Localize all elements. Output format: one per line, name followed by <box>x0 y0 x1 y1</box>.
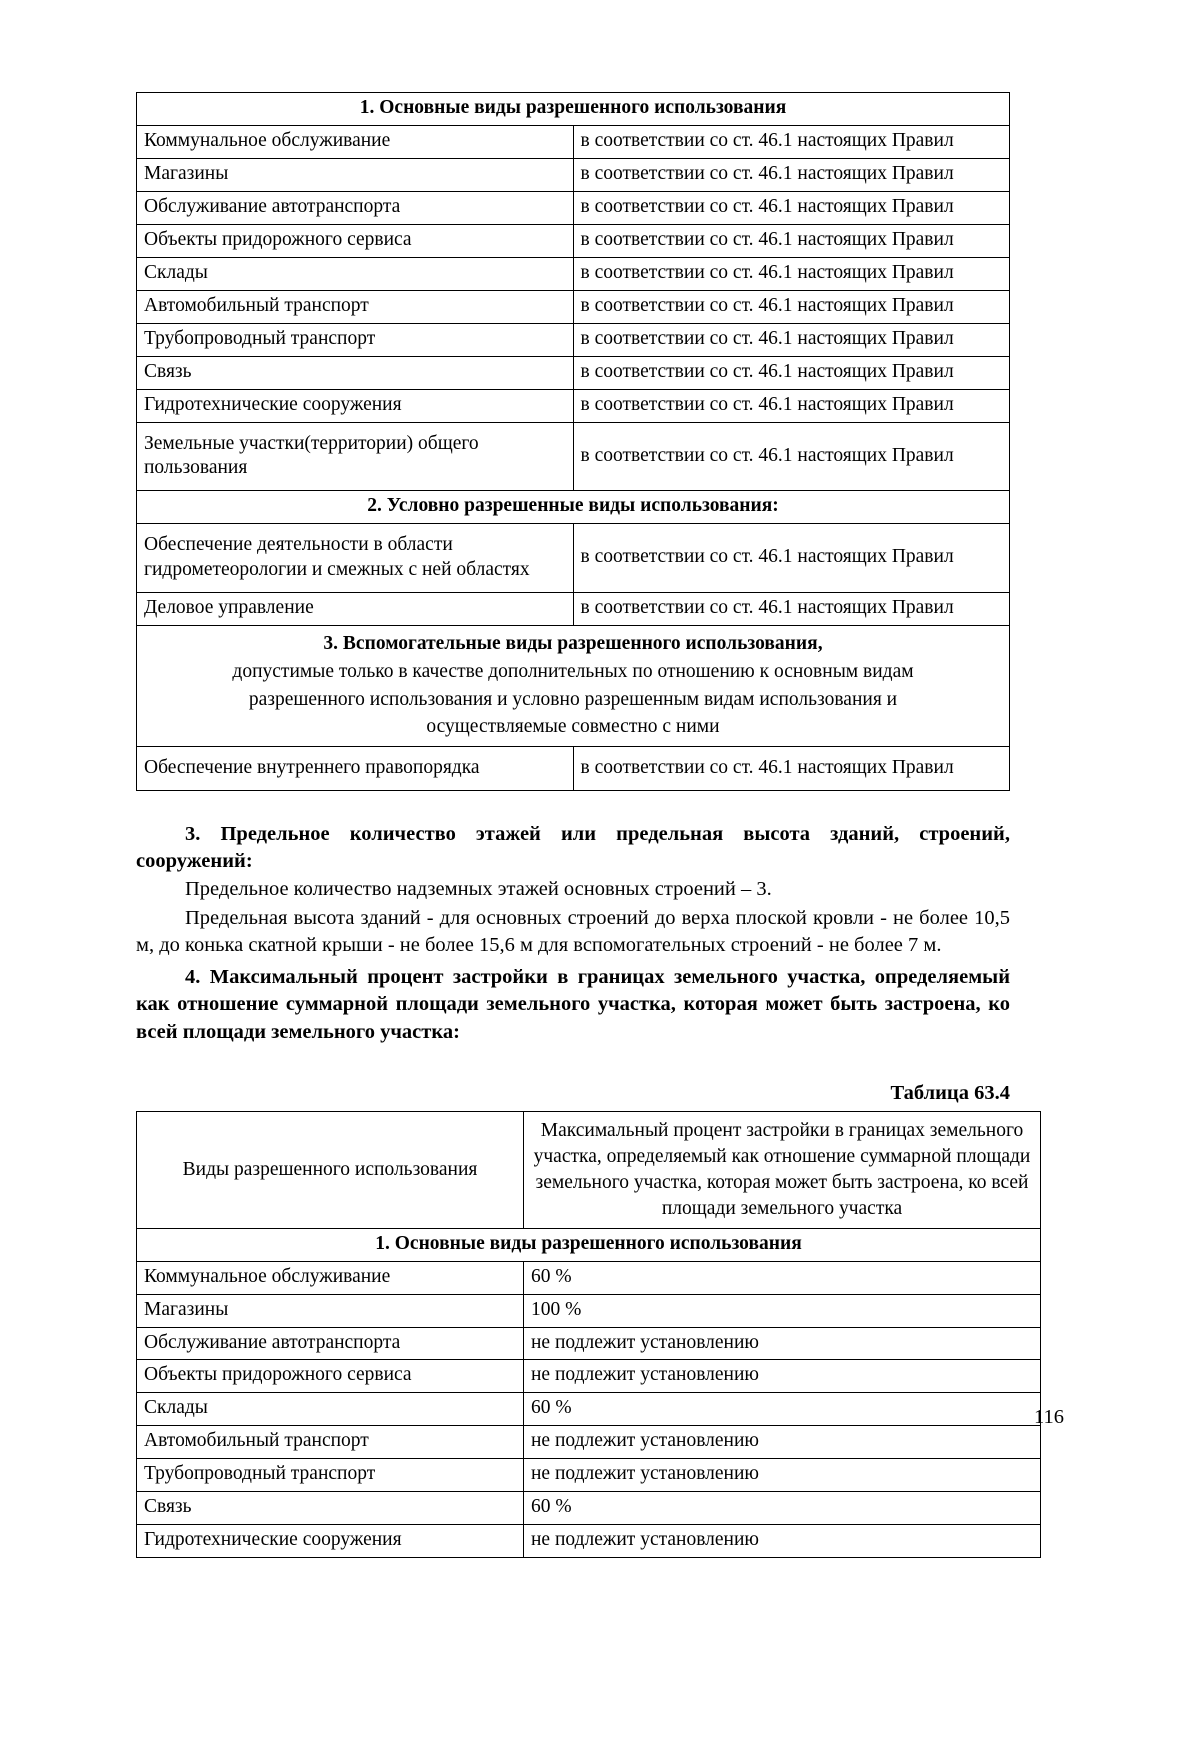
table-row <box>137 356 1010 389</box>
use-type-value: в соответствии со ст. 46.1 настоящих Правил <box>573 524 1010 593</box>
use-type-name: Гидротехнические сооружения <box>137 389 574 422</box>
heading-paragraph-4: 4. Максимальный процент застройки в границах земельного участка, определяемый как отношение суммарной площади земельного участка, которая может быть застроена, ко всей площади земельного участка: <box>136 966 1010 1043</box>
use-type-value: в соответствии со ст. 46.1 настоящих Правил <box>573 290 1010 323</box>
table-row <box>137 422 1010 491</box>
table-row <box>137 1261 1041 1294</box>
use-type-value: в соответствии со ст. 46.1 настоящих Правил <box>573 356 1010 389</box>
page-content <box>136 92 1031 1558</box>
section3-title-line1: 3. Вспомогательные виды разрешенного использования, <box>323 633 823 655</box>
use-type-name: Обеспечение деятельности в области гидрометеорологии и смежных с ней областях <box>137 524 574 593</box>
table-label: Таблица 63.4 <box>890 1081 1010 1104</box>
section3-title-line2: допустимые только в качестве дополнительных по отношению к основным видам <box>232 660 914 682</box>
use-type-name: Коммунальное обслуживание <box>137 125 574 158</box>
use-type-value: в соответствии со ст. 46.1 настоящих Правил <box>573 747 1010 791</box>
use-type-value: в соответствии со ст. 46.1 настоящих Правил <box>573 257 1010 290</box>
use-type-name: Трубопроводный транспорт <box>137 1459 524 1492</box>
table-row <box>137 524 1010 593</box>
table-row <box>137 1360 1041 1393</box>
coverage-value: 60 % <box>524 1393 1041 1426</box>
permitted-use-table <box>136 92 1010 791</box>
use-type-name: Гидротехнические сооружения <box>137 1525 524 1558</box>
use-type-name: Земельные участки(территории) общего пользования <box>137 422 574 491</box>
column-header-max-percent: Максимальный процент застройки в границах земельного участка, определяемый как отношение суммарной площади земельного участка, которая может быть застроена, ко всей площади земельного участка <box>524 1111 1041 1228</box>
heading-paragraph-3: 3. Предельное количество этажей или предельная высота зданий, строений, сооружений: <box>136 822 1010 873</box>
coverage-value: не подлежит установлению <box>524 1426 1041 1459</box>
coverage-value: не подлежит установлению <box>524 1525 1041 1558</box>
table-row <box>137 747 1010 791</box>
use-type-value: в соответствии со ст. 46.1 настоящих Правил <box>573 593 1010 626</box>
table-row-section-header <box>137 93 1010 126</box>
table-header-row <box>137 1111 1041 1228</box>
coverage-value: 60 % <box>524 1261 1041 1294</box>
use-type-name: Объекты придорожного сервиса <box>137 1360 524 1393</box>
use-type-value: в соответствии со ст. 46.1 настоящих Правил <box>573 389 1010 422</box>
coverage-value: не подлежит установлению <box>524 1327 1041 1360</box>
section1-title: 1. Основные виды разрешенного использования <box>137 93 1010 126</box>
use-type-value: в соответствии со ст. 46.1 настоящих Правил <box>573 191 1010 224</box>
use-type-name: Магазины <box>137 1294 524 1327</box>
use-type-name: Автомобильный транспорт <box>137 290 574 323</box>
table-row-section-header <box>137 491 1010 524</box>
table-row <box>137 1393 1041 1426</box>
table-row <box>137 257 1010 290</box>
use-type-name: Трубопроводный транспорт <box>137 323 574 356</box>
table-row <box>137 1459 1041 1492</box>
use-type-value: в соответствии со ст. 46.1 настоящих Правил <box>573 125 1010 158</box>
max-coverage-table <box>136 1111 1041 1558</box>
table-row <box>137 290 1010 323</box>
use-type-name: Объекты придорожного сервиса <box>137 224 574 257</box>
use-type-name: Связь <box>137 1492 524 1525</box>
table-row <box>137 389 1010 422</box>
use-type-name: Склады <box>137 257 574 290</box>
coverage-value: не подлежит установлению <box>524 1360 1041 1393</box>
table-row <box>137 1492 1041 1525</box>
table-row <box>137 1294 1041 1327</box>
coverage-value: 100 % <box>524 1294 1041 1327</box>
page-number: 116 <box>1034 1406 1064 1428</box>
use-type-name: Обеспечение внутреннего правопорядка <box>137 747 574 791</box>
table-row <box>137 323 1010 356</box>
table-row <box>137 1327 1041 1360</box>
use-type-name: Склады <box>137 1393 524 1426</box>
column-header-use-type: Виды разрешенного использования <box>137 1111 524 1228</box>
use-type-name: Деловое управление <box>137 593 574 626</box>
table-row <box>137 158 1010 191</box>
section3-title-line4: осуществляемые совместно с ними <box>426 716 720 738</box>
paragraph-3-line-2: Предельная высота зданий - для основных строений до верха плоской кровли - не более 10,5 м, до конька скатной крыши - не более 15,6 м для вспомогательных строений - не более 7 м. <box>136 906 1010 956</box>
section1-title: 1. Основные виды разрешенного использования <box>137 1228 1041 1261</box>
use-type-value: в соответствии со ст. 46.1 настоящих Правил <box>573 158 1010 191</box>
table-row <box>137 125 1010 158</box>
table-row <box>137 191 1010 224</box>
table-row <box>137 593 1010 626</box>
use-type-name: Автомобильный транспорт <box>137 1426 524 1459</box>
coverage-table-wrapper <box>136 1111 1031 1558</box>
paragraph-3-line-1: Предельное количество надземных этажей основных строений – 3. <box>185 878 772 901</box>
coverage-value: не подлежит установлению <box>524 1459 1041 1492</box>
section3-title-line3: разрешенного использования и условно разрешенным видам использования и <box>248 688 898 710</box>
table-row <box>137 1525 1041 1558</box>
table-row <box>137 224 1010 257</box>
use-type-name: Связь <box>137 356 574 389</box>
use-type-name: Магазины <box>137 158 574 191</box>
table-row <box>137 1426 1041 1459</box>
use-type-value: в соответствии со ст. 46.1 настоящих Правил <box>573 323 1010 356</box>
use-type-name: Обслуживание автотранспорта <box>137 1327 524 1360</box>
use-type-name: Обслуживание автотранспорта <box>137 191 574 224</box>
use-type-name: Коммунальное обслуживание <box>137 1261 524 1294</box>
table-row-section-header <box>137 626 1010 747</box>
section3-title <box>137 626 1010 747</box>
coverage-value: 60 % <box>524 1492 1041 1525</box>
table-row-section-header <box>137 1228 1041 1261</box>
section2-title: 2. Условно разрешенные виды использования: <box>137 491 1010 524</box>
use-type-value: в соответствии со ст. 46.1 настоящих Правил <box>573 224 1010 257</box>
use-type-value: в соответствии со ст. 46.1 настоящих Правил <box>573 422 1010 491</box>
